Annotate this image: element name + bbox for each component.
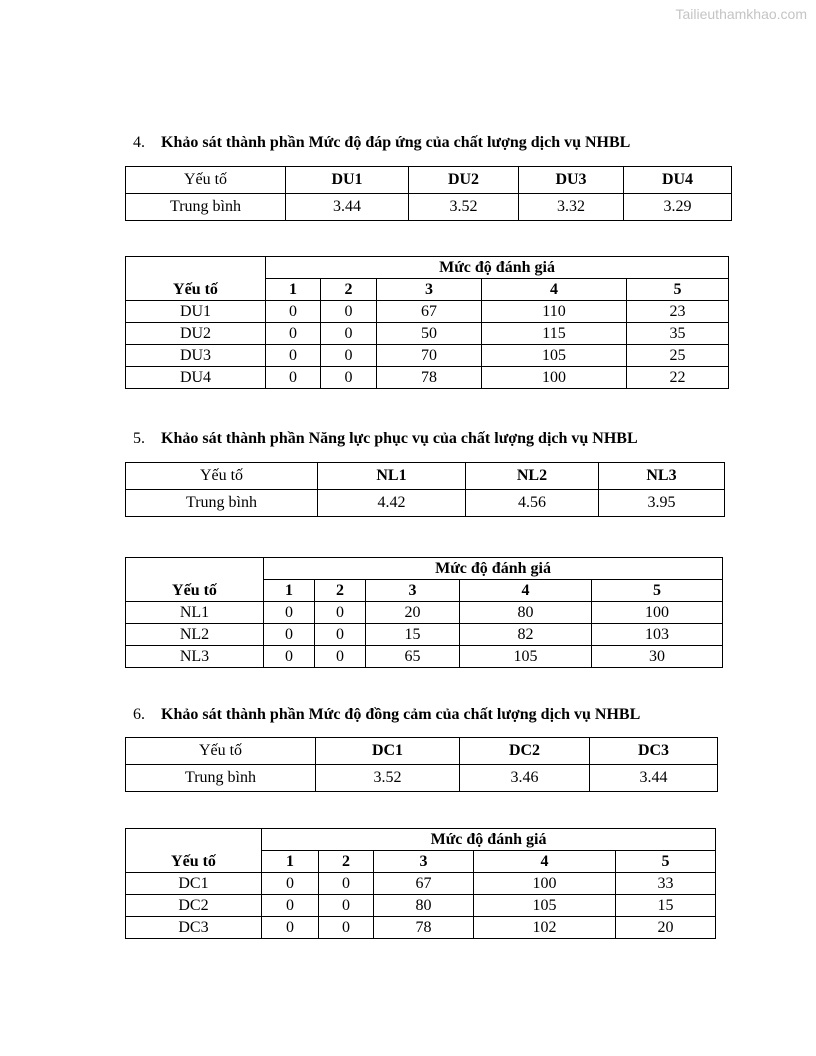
rating-group-header: Mức độ đánh giá [264, 558, 723, 580]
level-header: 3 [374, 851, 474, 873]
factor-header: Yếu tố [126, 829, 262, 873]
table-cell: 20 [616, 917, 716, 939]
level-header: 5 [592, 580, 723, 602]
table-cell: 0 [321, 301, 377, 323]
table-row [126, 367, 729, 389]
section-4-distribution-table [125, 256, 729, 389]
row-label: DU3 [126, 345, 266, 367]
table-cell: 25 [627, 345, 729, 367]
item-header: NL1 [318, 463, 466, 490]
section-5-average-table [125, 462, 725, 517]
factor-header: Yếu tố [126, 257, 266, 301]
table-cell: 0 [319, 895, 374, 917]
section-number: 4. [133, 134, 145, 151]
table-cell: 0 [319, 873, 374, 895]
section-6-distribution-table [125, 828, 716, 939]
level-header: 1 [266, 279, 321, 301]
section-title: Khảo sát thành phần Năng lực phục vụ của chất lượng dịch vụ NHBL [161, 430, 638, 447]
table-cell: 0 [321, 323, 377, 345]
section-title: Khảo sát thành phần Mức độ đáp ứng của chất lượng dịch vụ NHBL [161, 134, 631, 151]
table-row [126, 345, 729, 367]
table-cell: 105 [482, 345, 627, 367]
table-cell: 22 [627, 367, 729, 389]
rating-group-header: Mức độ đánh giá [266, 257, 729, 279]
row-label: NL3 [126, 646, 264, 668]
table-header-row [126, 257, 729, 279]
section-5-distribution-table [125, 557, 723, 668]
section-4-heading [133, 134, 630, 152]
table-cell: 80 [374, 895, 474, 917]
average-value: 3.52 [316, 765, 460, 792]
item-header: DU2 [409, 167, 519, 194]
table-cell: 0 [264, 602, 315, 624]
level-header: 2 [315, 580, 366, 602]
table-cell: 67 [377, 301, 482, 323]
average-value: 3.95 [599, 490, 725, 517]
table-cell: 30 [592, 646, 723, 668]
table-cell: 100 [474, 873, 616, 895]
table-cell: 0 [319, 917, 374, 939]
section-4-average-table [125, 166, 732, 221]
item-header: DU4 [624, 167, 732, 194]
table-cell: 105 [460, 646, 592, 668]
table-cell: 0 [264, 646, 315, 668]
table-cell: 0 [262, 895, 319, 917]
table-cell: 15 [616, 895, 716, 917]
table-cell: 0 [315, 602, 366, 624]
table-cell: 0 [262, 917, 319, 939]
table-cell: 0 [321, 367, 377, 389]
average-value: 3.29 [624, 194, 732, 221]
average-value: 4.56 [466, 490, 599, 517]
section-number: 5. [133, 430, 145, 447]
section-6-heading [133, 706, 640, 724]
item-header: DC2 [460, 738, 590, 765]
table-cell: 115 [482, 323, 627, 345]
table-cell: 0 [315, 646, 366, 668]
row-label: DU4 [126, 367, 266, 389]
average-value: 3.44 [286, 194, 409, 221]
table-cell: 65 [366, 646, 460, 668]
level-header: 3 [377, 279, 482, 301]
table-header-row [126, 167, 732, 194]
row-label: DU1 [126, 301, 266, 323]
table-row [126, 917, 716, 939]
watermark: Tailieuthamkhao.com [675, 6, 807, 22]
table-cell: 0 [262, 873, 319, 895]
table-cell: 78 [377, 367, 482, 389]
table-cell: 0 [266, 367, 321, 389]
average-value: 3.46 [460, 765, 590, 792]
table-cell: 100 [482, 367, 627, 389]
row-label: DC2 [126, 895, 262, 917]
level-header: 3 [366, 580, 460, 602]
level-header: 5 [627, 279, 729, 301]
level-header: 1 [264, 580, 315, 602]
table-cell: 100 [592, 602, 723, 624]
table-cell: 80 [460, 602, 592, 624]
item-header: NL2 [466, 463, 599, 490]
average-row [126, 765, 718, 792]
table-cell: 0 [264, 624, 315, 646]
row-label: DC1 [126, 873, 262, 895]
table-cell: 0 [266, 345, 321, 367]
average-value: 4.42 [318, 490, 466, 517]
item-header: DC3 [590, 738, 718, 765]
row-label: NL2 [126, 624, 264, 646]
level-header: 4 [482, 279, 627, 301]
table-cell: 103 [592, 624, 723, 646]
item-header: NL3 [599, 463, 725, 490]
level-header: 2 [319, 851, 374, 873]
table-row [126, 301, 729, 323]
row-label: DU2 [126, 323, 266, 345]
row-label: DC3 [126, 917, 262, 939]
table-cell: 70 [377, 345, 482, 367]
table-cell: 82 [460, 624, 592, 646]
table-cell: 15 [366, 624, 460, 646]
table-cell: 20 [366, 602, 460, 624]
level-header: 1 [262, 851, 319, 873]
table-cell: 50 [377, 323, 482, 345]
table-cell: 67 [374, 873, 474, 895]
table-cell: 0 [315, 624, 366, 646]
factor-header: Yếu tố [126, 167, 286, 194]
table-row [126, 646, 723, 668]
table-row [126, 873, 716, 895]
table-cell: 0 [266, 323, 321, 345]
table-row [126, 624, 723, 646]
item-header: DC1 [316, 738, 460, 765]
table-cell: 110 [482, 301, 627, 323]
section-number: 6. [133, 706, 145, 723]
level-header: 4 [474, 851, 616, 873]
table-header-row [126, 738, 718, 765]
average-value: 3.32 [519, 194, 624, 221]
level-header: 5 [616, 851, 716, 873]
section-title: Khảo sát thành phần Mức độ đồng cảm của chất lượng dịch vụ NHBL [161, 706, 641, 723]
level-header: 4 [460, 580, 592, 602]
table-row [126, 602, 723, 624]
rating-group-header: Mức độ đánh giá [262, 829, 716, 851]
average-row [126, 194, 732, 221]
table-cell: 0 [321, 345, 377, 367]
table-cell: 33 [616, 873, 716, 895]
average-label: Trung bình [126, 765, 316, 792]
table-header-row [126, 558, 723, 580]
table-header-row [126, 463, 725, 490]
table-row [126, 895, 716, 917]
average-value: 3.52 [409, 194, 519, 221]
average-row [126, 490, 725, 517]
average-value: 3.44 [590, 765, 718, 792]
average-label: Trung bình [126, 490, 318, 517]
table-cell: 78 [374, 917, 474, 939]
table-cell: 102 [474, 917, 616, 939]
table-cell: 23 [627, 301, 729, 323]
item-header: DU1 [286, 167, 409, 194]
section-6-average-table [125, 737, 718, 792]
row-label: NL1 [126, 602, 264, 624]
factor-header: Yếu tố [126, 463, 318, 490]
item-header: DU3 [519, 167, 624, 194]
factor-header: Yếu tố [126, 558, 264, 602]
average-label: Trung bình [126, 194, 286, 221]
table-row [126, 323, 729, 345]
level-header: 2 [321, 279, 377, 301]
section-5-heading [133, 430, 638, 448]
table-cell: 0 [266, 301, 321, 323]
table-header-row [126, 829, 716, 851]
table-cell: 105 [474, 895, 616, 917]
table-cell: 35 [627, 323, 729, 345]
factor-header: Yếu tố [126, 738, 316, 765]
